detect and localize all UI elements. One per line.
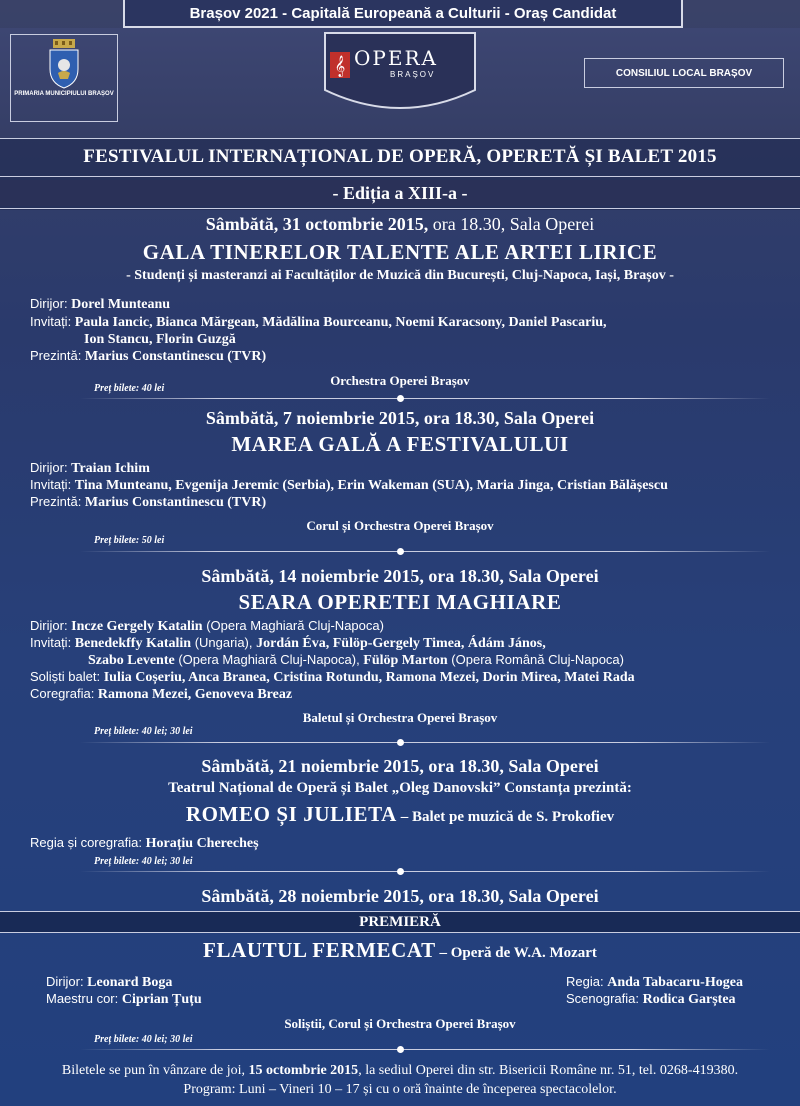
footer-line: Program: Luni – Vineri 10 – 17 și cu o oră înainte de începerea spectacolelor.	[183, 1082, 617, 1097]
event-title: GALA TINERELOR TALENTE ALE ARTEI LIRICE	[142, 240, 658, 264]
festival-title: FESTIVALUL INTERNAȚIONAL DE OPERĂ, OPERETĂ ȘI BALET 2015	[83, 146, 717, 167]
ensemble-label: Soliștii, Corul și Orchestra Operei Brașov	[284, 1016, 516, 1031]
credit-line: Maestru cor: Ciprian Țuțu	[46, 991, 202, 1007]
divider-dot-icon	[397, 548, 404, 555]
credit-line: Coregrafia: Ramona Mezei, Genoveva Breaz	[30, 686, 293, 702]
council-label-text: CONSILIUL LOCAL BRAȘOV	[615, 67, 753, 79]
city-crest-icon	[47, 39, 81, 89]
event-date: Sâmbătă, 21 noiembrie 2015, ora 18.30, Sala Operei	[201, 756, 599, 776]
event-subtitle: - Studenți și masteranzi ai Facultăților de Muzică din București, Cluj-Napoca, Iași, Brașov -	[126, 268, 674, 283]
credit-line: Ion Stancu, Florin Guzgă	[84, 332, 236, 347]
divider-line	[0, 138, 800, 139]
event-title	[0, 938, 800, 963]
top-banner-text: Brașov 2021 - Capitală Europeană a Culturii - Oraș Candidat	[189, 4, 617, 22]
credit-line: Invitați: Tina Munteanu, Evgenija Jeremic (Serbia), Erin Wakeman (SUA), Maria Jinga, Cristian Bălășescu	[30, 477, 668, 493]
divider-dot-icon	[397, 739, 404, 746]
ticket-price: Preț bilete: 40 lei; 30 lei	[94, 726, 193, 737]
ticket-price: Preț bilete: 40 lei	[94, 383, 165, 394]
divider-dot-icon	[397, 868, 404, 875]
city-label: PRIMARIA MUNICIPIULUI BRAȘOV	[14, 91, 114, 97]
premiere-badge-text: PREMIERĂ	[359, 913, 441, 930]
divider-line	[0, 208, 800, 209]
svg-text:𝄞: 𝄞	[334, 56, 346, 77]
opera-logo-subtext: BRAȘOV	[390, 70, 436, 79]
credit-line: Prezintă: Marius Constantinescu (TVR)	[30, 494, 267, 510]
section-divider	[80, 871, 770, 872]
section-divider	[80, 398, 770, 399]
ensemble-label: Baletul și Orchestra Operei Brașov	[302, 710, 498, 725]
ensemble-label: Corul și Orchestra Operei Brașov	[306, 518, 494, 533]
edition-text: - Ediția a XIII-a -	[332, 182, 468, 203]
ticket-price: Preț bilete: 40 lei; 30 lei	[94, 856, 193, 867]
credit-line: Invitați: Benedekffy Katalin (Ungaria), Jordán Éva, Fülöp-Gergely Timea, Ádám János,	[30, 635, 546, 651]
credit-line: Dirijor: Leonard Boga	[46, 974, 173, 990]
event-date: Sâmbătă, 7 noiembrie 2015, ora 18.30, Sala Operei	[205, 408, 595, 428]
credit-line: Scenografia: Rodica Garștea	[566, 991, 736, 1007]
credit-line: Prezintă: Marius Constantinescu (TVR)	[30, 348, 267, 364]
credit-line: Dirijor: Traian Ichim	[30, 460, 150, 476]
event-title-main: ROMEO ȘI JULIETA	[185, 802, 397, 826]
event-title-rest: – Balet pe muzică de S. Prokofiev	[396, 809, 615, 825]
credit-line: Dirijor: Dorel Munteanu	[30, 296, 171, 312]
event-presenter: Teatrul Național de Operă și Balet „Oleg Danovski” Constanța prezintă:	[168, 780, 632, 796]
opera-logo-text: OPERA	[354, 46, 438, 70]
credit-line: Soliști balet: Iulia Coșeriu, Anca Branea, Cristina Rotundu, Ramona Mezei, Dorin Mirea, Matei Rada	[30, 669, 635, 685]
event-date: Sâmbătă, 14 noiembrie 2015, ora 18.30, Sala Operei	[201, 566, 599, 586]
event-date-bold: Sâmbătă, 31 octombrie 2015,	[205, 214, 429, 234]
ensemble-label: Orchestra Operei Brașov	[330, 373, 470, 388]
event-title: SEARA OPERETEI MAGHIARE	[238, 590, 562, 614]
council-label	[584, 58, 784, 88]
credit-line: Invitați: Paula Iancic, Bianca Mărgean, Mădălina Bourceanu, Noemi Karacsony, Daniel Pascariu,	[30, 314, 607, 330]
edition-label	[0, 180, 800, 206]
ticket-price: Preț bilete: 40 lei; 30 lei	[94, 1034, 193, 1045]
event-title: MAREA GALĂ A FESTIVALULUI	[231, 432, 569, 456]
section-divider	[80, 1049, 770, 1050]
footer-line: Biletele se pun în vânzare de joi, 15 octombrie 2015, la sediul Operei din str. Bisericii Române nr. 51, tel. 0268-419380.	[61, 1063, 739, 1078]
section-divider	[80, 551, 770, 552]
credit-line: Dirijor: Incze Gergely Katalin (Opera Maghiară Cluj-Napoca)	[30, 618, 384, 634]
divider-dot-icon	[397, 395, 404, 402]
event-date	[0, 214, 800, 235]
divider-dot-icon	[397, 1046, 404, 1053]
event-date: Sâmbătă, 28 noiembrie 2015, ora 18.30, Sala Operei	[201, 886, 599, 906]
top-banner	[123, 0, 683, 28]
credit-line: Szabo Levente (Opera Maghiară Cluj-Napoca), Fülöp Marton (Opera Română Cluj-Napoca)	[88, 652, 624, 668]
event-title-rest: – Operă de W.A. Mozart	[435, 945, 597, 961]
premiere-badge	[0, 911, 800, 933]
event-title-main: FLAUTUL FERMECAT	[203, 938, 436, 962]
credit-line: Regia și coregrafia: Horațiu Cherecheș	[30, 835, 259, 851]
event-date-rest: ora 18.30, Sala Operei	[428, 214, 595, 234]
credit-line: Regia: Anda Tabacaru-Hogea	[566, 974, 743, 990]
divider-line	[0, 176, 800, 177]
city-logo	[10, 34, 118, 122]
event-title	[0, 802, 800, 827]
ticket-price: Preț bilete: 50 lei	[94, 535, 165, 546]
section-divider	[80, 742, 770, 743]
